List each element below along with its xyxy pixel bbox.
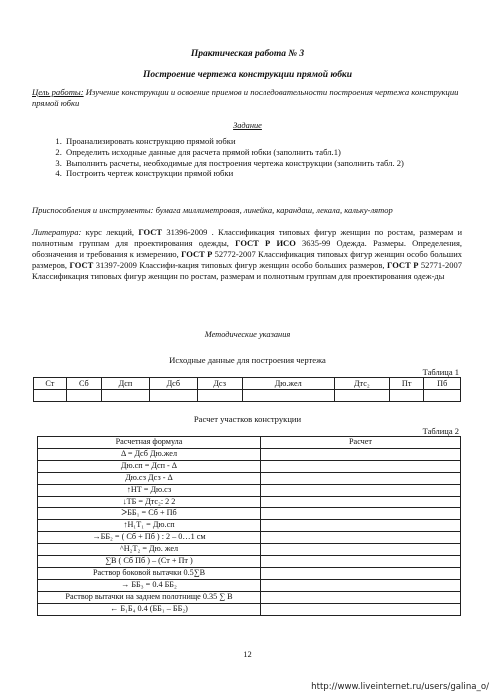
- page-number: 12: [243, 649, 252, 659]
- work-title: Практическая работа № 3: [190, 49, 305, 59]
- calc-cell: [261, 556, 461, 568]
- table-row: [38, 496, 461, 508]
- table-row: [38, 567, 461, 579]
- goal-text: Изучение конструкции и освоение приемов и последовательности построения чертежа конструкции прямой юбки: [32, 87, 459, 108]
- calc-cell: [261, 544, 461, 556]
- table-cell: [150, 390, 198, 402]
- table-row: [38, 532, 461, 544]
- table-cell: [197, 390, 242, 402]
- goal-paragraph: [32, 87, 462, 109]
- standard-code: ГОСТ Р: [387, 260, 419, 271]
- calc-cell: [261, 532, 461, 544]
- table-cell: [34, 390, 67, 402]
- calc-cell: [261, 603, 461, 615]
- literature-paragraph: [32, 227, 462, 282]
- standard-code: ГОСТ Р ИСО: [235, 238, 296, 249]
- table-row: [38, 544, 461, 556]
- tools-paragraph: [32, 205, 462, 216]
- table-row: [38, 520, 461, 532]
- literature-text: 3635-99 Одежда. Размеры. Определения, обозначения и требования к измерению,: [32, 238, 462, 260]
- table-row: [38, 591, 461, 603]
- task-item: 4. Построить чертеж конструкции прямой юбки: [64, 168, 474, 179]
- standard-code: ГОСТ Р: [181, 249, 213, 260]
- formula-cell: Дю.сз Дсз - Δ: [38, 472, 261, 484]
- literature-text: курс лекций,: [81, 227, 139, 237]
- table-row: [38, 508, 461, 520]
- table2-caption: Расчет участков конструкции: [193, 414, 302, 424]
- table-header-cell: Дсз: [197, 378, 242, 390]
- calc-cell: [261, 448, 461, 460]
- calc-cell: [261, 567, 461, 579]
- formula-cell: ^Н₂Т₂ = Дю. жел: [38, 544, 261, 556]
- table-row: [38, 579, 461, 591]
- table-header-cell: Дтс₂: [334, 378, 389, 390]
- table-row: [34, 390, 461, 402]
- standard-code: ГОСТ: [138, 227, 163, 237]
- calc-cell: [261, 484, 461, 496]
- table-header-row: [38, 437, 461, 449]
- table-header-cell: Пб: [424, 378, 461, 390]
- table-row: [38, 556, 461, 568]
- table-row: [38, 460, 461, 472]
- formula-cell: ∑В ( Сб Пб ) – (Ст + Пт ): [38, 556, 261, 568]
- table-header-cell: Пт: [389, 378, 424, 390]
- calc-cell: [261, 472, 461, 484]
- formula-cell: Раствор вытачки на заднем полотнище 0.35 ∑ В: [38, 591, 261, 603]
- table-header-cell: Расчет: [261, 437, 461, 449]
- formula-cell: ← Б₁Б₄ 0.4 (ББ₁ – ББ₂): [38, 603, 261, 615]
- calc-cell: [261, 591, 461, 603]
- table-row: [38, 472, 461, 484]
- formula-cell: ↑Н₁Т₁ = Дю.сп: [38, 520, 261, 532]
- table-header-cell: Расчетная формула: [38, 437, 261, 449]
- standard-code: ГОСТ: [69, 260, 94, 271]
- table-header-row: [34, 378, 461, 390]
- formula-cell: Дю.сп = Дсп - Δ: [38, 460, 261, 472]
- table-row: [38, 484, 461, 496]
- formula-cell: Раствор боковой вытачки 0.5∑В: [38, 567, 261, 579]
- task-heading: Задание: [233, 121, 262, 130]
- work-subtitle: Построение чертежа конструкции прямой юбки: [142, 70, 353, 80]
- source-data-table: [33, 377, 461, 402]
- tools-label: Приспособления и инструменты:: [32, 205, 154, 215]
- calc-cell: [261, 460, 461, 472]
- goal-label: Цель работы:: [32, 87, 84, 97]
- formula-cell: → ББ₃ = 0.4 ББ₂: [38, 579, 261, 591]
- formula-cell: ᐳББ₁ = Сб + Пб: [38, 508, 261, 520]
- formula-cell: Δ = Дсб Дю.жел: [38, 448, 261, 460]
- tools-text: бумага миллиметровая, линейка, карандаш, лекала, кальку-лятор: [153, 205, 393, 215]
- literature-text: 31397-2009 Классифи-кация типовых фигур женщин особо больших размеров,: [93, 260, 388, 271]
- table-cell: [242, 390, 334, 402]
- table-row: [38, 603, 461, 615]
- table1-label: Таблица 1: [422, 367, 459, 377]
- watermark-url: http://www.liveinternet.ru/users/galina_o/: [311, 682, 489, 692]
- table-cell: [101, 390, 149, 402]
- table-cell: [389, 390, 424, 402]
- task-list: [50, 136, 474, 179]
- formula-cell: ↓ТБ = Дтс₂: 2 2: [38, 496, 261, 508]
- table-header-cell: Сб: [66, 378, 101, 390]
- table-header-cell: Дсб: [150, 378, 198, 390]
- formula-cell: →ББ₂ = ( Сб + Пб ) : 2 – 0…1 см: [38, 532, 261, 544]
- literature-text: 52771-2007 Классификация типовых фигур женщин по ростам, размерам и полнотным группам для проектирования одеж-ды: [32, 260, 462, 282]
- task-item: 3. Выполнить расчеты, необходимые для построения чертежа конструкции (заполнить табл. 2): [64, 158, 474, 169]
- calc-cell: [261, 579, 461, 591]
- table-header-cell: Дю.жел: [242, 378, 334, 390]
- calc-cell: [261, 520, 461, 532]
- table-cell: [66, 390, 101, 402]
- table-row: [38, 448, 461, 460]
- literature-label: Литература:: [32, 227, 82, 237]
- table-cell: [424, 390, 461, 402]
- table-cell: [334, 390, 389, 402]
- literature-text: 52772-2007 Классификация типовых фигур женщин особо больших размеров,: [32, 249, 462, 271]
- calculation-table: [37, 436, 461, 616]
- literature-text: 31396-2009 . Классификация типовых фигур женщин по ростам, размерам и полнотным группам для проектирования одежды,: [32, 227, 463, 249]
- task-item: 2. Определить исходные данные для расчета прямой юбки (заполнить табл.1): [64, 147, 474, 158]
- method-heading: Методические указания: [204, 330, 291, 339]
- calc-cell: [261, 496, 461, 508]
- table2-label: Таблица 2: [422, 426, 459, 436]
- calc-cell: [261, 508, 461, 520]
- task-item: 1. Проанализировать конструкцию прямой юбки: [64, 136, 474, 147]
- table1-caption: Исходные данные для построения чертежа: [169, 355, 326, 365]
- table-header-cell: Ст: [34, 378, 67, 390]
- table-header-cell: Дсп: [101, 378, 149, 390]
- formula-cell: ↑НТ = Дю.сз: [38, 484, 261, 496]
